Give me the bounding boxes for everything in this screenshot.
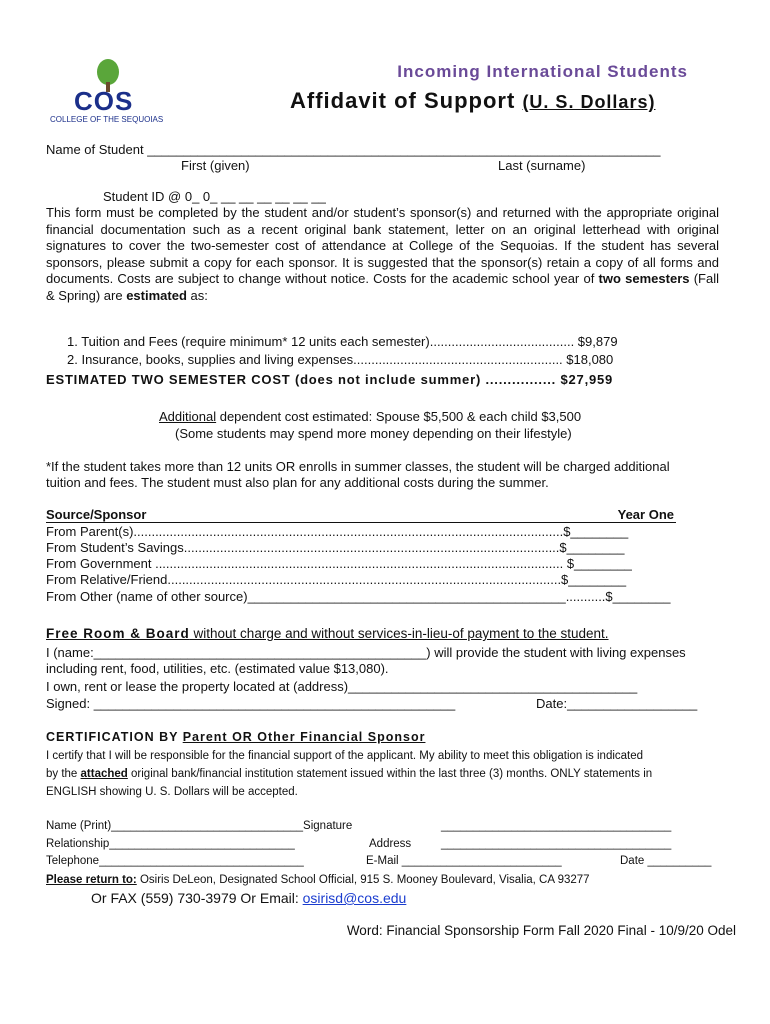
estimated-total: ESTIMATED TWO SEMESTER COST (does not include summer) ................ $27,959: [46, 372, 614, 387]
logo-text: COS: [74, 86, 134, 116]
sponsor-address-field[interactable]: ____________________________________: [441, 838, 672, 850]
cost-item-tuition: 1. Tuition and Fees (require minimum* 12 units each semester)........................................ $9,879: [67, 334, 618, 349]
logo-subtext: COLLEGE OF THE SEQUOIAS: [50, 115, 164, 124]
source-row-government[interactable]: From Government ................................................................................................................. $________: [46, 556, 632, 571]
sponsor-relationship-field[interactable]: Relationship_____________________________: [46, 838, 295, 850]
property-address-field[interactable]: I own, rent or lease the property located at (address)________________________________________: [46, 679, 638, 694]
email-link[interactable]: osirisd@cos.edu: [302, 890, 407, 906]
room-provider-field[interactable]: I (name:______________________________________________) will provide the student with living expenses: [46, 645, 686, 660]
room-date-field[interactable]: Date:__________________: [536, 696, 698, 711]
source-row-savings[interactable]: From Student’s Savings........................................................................................................$________: [46, 540, 625, 555]
certification-line1: I certify that I will be responsible for the financial support of the applicant. My ability to meet this obligation is indicated: [46, 750, 644, 762]
sponsor-email-field[interactable]: E-Mail _________________________: [366, 855, 562, 867]
document-footer: Word: Financial Sponsorship Form Fall 2020 Final - 10/9/20 Odel: [346, 923, 736, 938]
sponsor-signature-field[interactable]: ____________________________________: [441, 820, 672, 832]
sponsor-date-field[interactable]: Date __________: [620, 855, 712, 867]
first-name-label: First (given): [181, 158, 250, 173]
sponsor-address-label: Address: [369, 838, 412, 850]
source-row-relative[interactable]: From Relative/Friend.............................................................................................................$________: [46, 572, 627, 587]
student-id-field[interactable]: Student ID @ 0_ 0_ __ __ __ __ __ __: [103, 189, 326, 204]
room-value-text: including rent, food, utilities, etc. (estimated value $13,080).: [46, 661, 389, 676]
return-address: Please return to: Osiris DeLeon, Designated School Official, 915 S. Mooney Boulevard, Visalia, CA 93277: [46, 874, 590, 886]
sponsor-name-field[interactable]: Name (Print)______________________________Signature: [46, 820, 353, 832]
sources-header: Source/Sponsor Year One: [46, 507, 674, 522]
source-row-other[interactable]: From Other (name of other source)____________________________________________...........$________: [46, 589, 671, 604]
summer-note-line1: *If the student takes more than 12 units OR enrolls in summer classes, the student will be charged additional: [46, 459, 670, 474]
fax-email-line: Or FAX (559) 730-3979 Or Email: osirisd@cos.edu: [91, 890, 407, 906]
last-name-label: Last (surname): [498, 158, 586, 173]
certification-line3: ENGLISH showing U. S. Dollars will be accepted.: [46, 786, 298, 798]
summer-note-line2: tuition and fees. The student must also plan for any additional costs during the summer.: [46, 475, 549, 490]
source-row-parents[interactable]: From Parent(s).......................................................................................................................$________: [46, 524, 629, 539]
dependent-note: (Some students may spend more money depending on their lifestyle): [175, 426, 572, 441]
page-subtitle: Incoming International Students: [397, 62, 688, 81]
room-board-title: Free Room & Board without charge and without services-in-lieu-of payment to the student.: [46, 626, 609, 641]
college-logo: [48, 58, 172, 128]
sponsor-telephone-field[interactable]: Telephone________________________________: [46, 855, 304, 867]
title-suffix: (U. S. Dollars): [522, 92, 656, 112]
student-name-field[interactable]: Name of Student _______________________________________________________________________: [46, 142, 661, 157]
page-title: Affidavit of Support (U. S. Dollars): [290, 88, 656, 113]
room-signed-field[interactable]: Signed: __________________________________________________: [46, 696, 456, 711]
certification-line2: by the attached original bank/financial institution statement issued within the last three (3) months. ONLY statements in: [46, 768, 653, 780]
cost-item-insurance: 2. Insurance, books, supplies and living expenses.......................................................... $18,080: [67, 352, 614, 367]
dependent-cost: Additional dependent cost estimated: Spouse $5,500 & each child $3,500: [159, 409, 582, 424]
intro-paragraph: This form must be completed by the student and/or student’s sponsor(s) and returned with the appropriate original financial documentation such as a recent original bank statement, letter on an original letterhead with original signatures to cover the two-semester cost of attendance at College of the Sequoias. If the student has several sponsors, please submit a copy for each sponsor. It is suggested that the sponsor(s) retain a copy of all forms and documents. Costs are subject to change without notice. Costs for the academic school year of two semesters (Fall & Spring) are estimated as:: [46, 205, 719, 303]
certification-title: CERTIFICATION BY Parent OR Other Financial Sponsor: [46, 730, 426, 744]
